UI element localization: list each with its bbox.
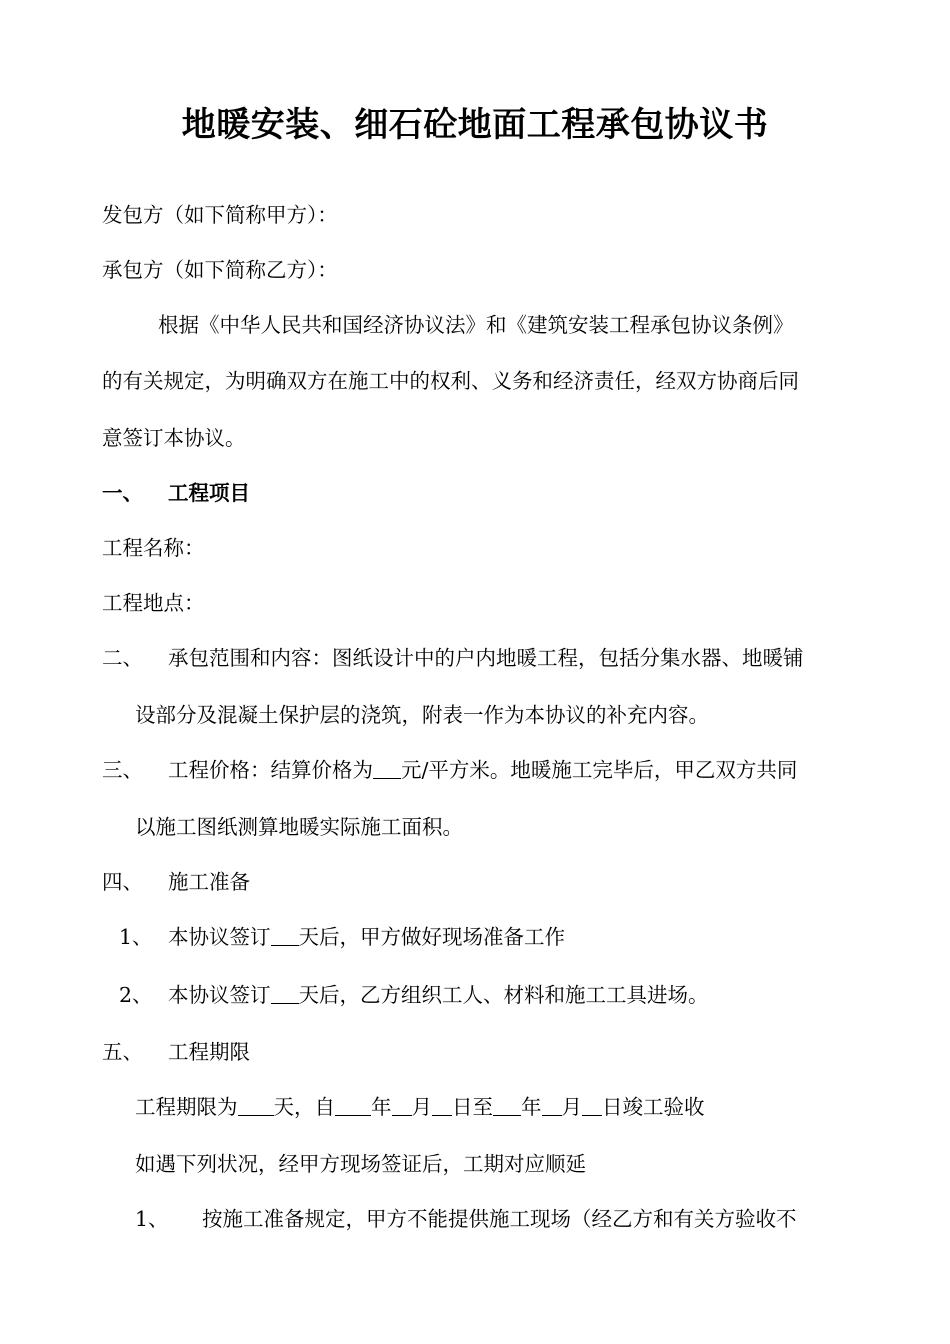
item-2-days-blank bbox=[271, 981, 299, 1004]
delay-intro: 如遇下列状况，经甲方现场签证后，工期对应顺延 bbox=[135, 1152, 586, 1176]
price-unit-text: 元/平方米。地暖施工完毕后，甲乙双方共同 bbox=[401, 758, 798, 782]
section-1-number: 一、 bbox=[102, 481, 143, 505]
preamble-line-3: 意签订本协议。 bbox=[102, 426, 246, 450]
period-text-2: 天，自 bbox=[273, 1095, 335, 1119]
section-4-number: 四、 bbox=[102, 870, 143, 894]
section-4-item-2-number: 2、 bbox=[119, 983, 153, 1007]
start-year-blank bbox=[335, 1093, 371, 1116]
section-4-item-1-number: 1、 bbox=[119, 925, 153, 949]
item-2-text-b: 天后，乙方组织工人、材料和施工工具进场。 bbox=[298, 983, 709, 1007]
section-2-line-1: 承包范围和内容：图纸设计中的户内地暖工程，包括分集水器、地暖铺 bbox=[168, 646, 804, 670]
project-name-label: 工程名称： bbox=[102, 536, 205, 560]
party-a-line: 发包方（如下简称甲方）： bbox=[102, 203, 338, 227]
section-2-number: 二、 bbox=[102, 646, 143, 670]
section-4-item-2 bbox=[168, 980, 709, 1010]
section-4-item-1 bbox=[168, 922, 565, 952]
delay-item-1-text: 按施工准备规定，甲方不能提供施工现场（经乙方和有关方验收不 bbox=[202, 1207, 797, 1231]
period-text-6: 年 bbox=[521, 1095, 542, 1119]
section-4-heading: 施工准备 bbox=[168, 870, 250, 894]
section-3-line-2: 以施工图纸测算地暖实际施工面积。 bbox=[135, 815, 463, 839]
section-5-number: 五、 bbox=[102, 1040, 143, 1064]
end-day-blank bbox=[582, 1093, 602, 1116]
section-3-line-1 bbox=[168, 755, 797, 785]
section-5-heading: 工程期限 bbox=[168, 1040, 250, 1064]
period-text-7: 月 bbox=[561, 1095, 582, 1119]
preamble-line-1: 根据《中华人民共和国经济协议法》和《建筑安装工程承包协议条例》 bbox=[158, 313, 794, 337]
document-title: 地暖安装、细石砼地面工程承包协议书 bbox=[181, 105, 769, 145]
end-year-blank bbox=[493, 1093, 521, 1116]
price-label: 工程价格：结算价格为 bbox=[168, 758, 373, 782]
period-days-blank bbox=[238, 1093, 274, 1116]
section-1-heading: 工程项目 bbox=[168, 481, 250, 505]
price-blank bbox=[373, 756, 401, 779]
preamble-line-2: 的有关规定，为明确双方在施工中的权利、义务和经济责任，经双方协商后同 bbox=[102, 369, 799, 393]
start-day-blank bbox=[432, 1093, 452, 1116]
item-1-text-b: 天后，甲方做好现场准备工作 bbox=[298, 925, 565, 949]
period-text-4: 月 bbox=[411, 1095, 432, 1119]
end-month-blank bbox=[542, 1093, 562, 1116]
party-b-line: 承包方（如下简称乙方）： bbox=[102, 258, 338, 282]
period-text-1: 工程期限为 bbox=[135, 1095, 238, 1119]
delay-item-1-number: 1、 bbox=[135, 1207, 169, 1231]
project-location-label: 工程地点： bbox=[102, 591, 205, 615]
section-2-line-2: 设部分及混凝土保护层的浇筑，附表一作为本协议的补充内容。 bbox=[135, 703, 709, 727]
period-text-8: 日竣工验收 bbox=[602, 1095, 705, 1119]
period-text-3: 年 bbox=[371, 1095, 392, 1119]
period-line bbox=[135, 1092, 705, 1122]
section-3-number: 三、 bbox=[102, 758, 143, 782]
period-text-5: 日至 bbox=[452, 1095, 493, 1119]
item-2-text-a: 本协议签订 bbox=[168, 983, 271, 1007]
start-month-blank bbox=[392, 1093, 412, 1116]
item-1-days-blank bbox=[271, 923, 299, 946]
item-1-text-a: 本协议签订 bbox=[168, 925, 271, 949]
